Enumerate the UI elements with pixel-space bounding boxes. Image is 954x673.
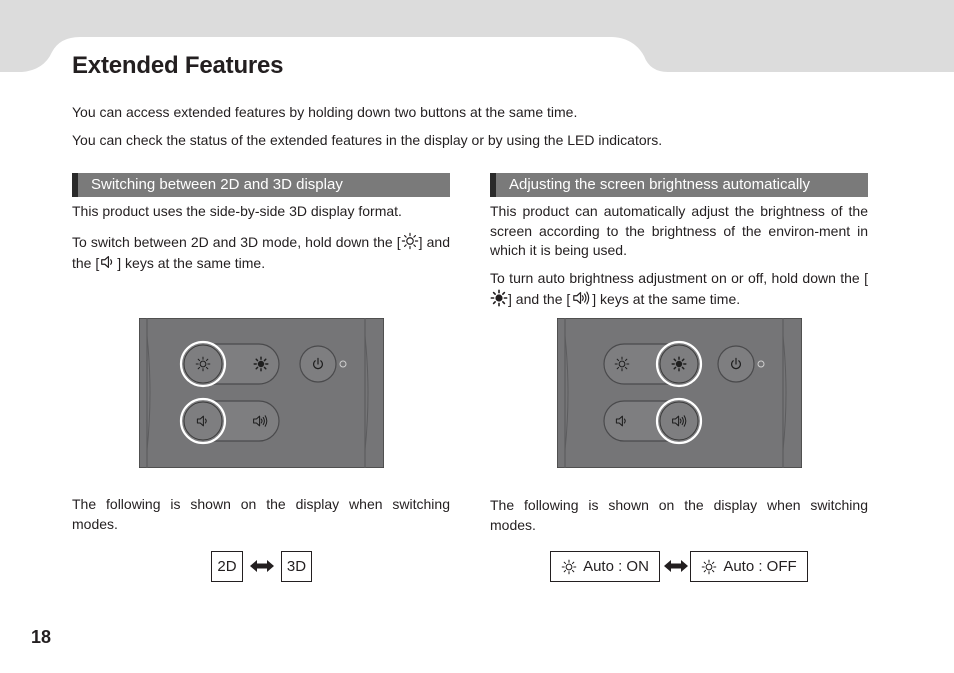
display-auto-on-label: Auto : ON	[583, 558, 649, 575]
left-para-2-text-a: To switch between 2D and 3D mode, hold down the [	[72, 234, 401, 250]
right-para-1: This product can automatically adjust the brightness of the screen according to the brightness of the environ-ment in which it is being used.	[490, 203, 868, 258]
display-3d-box	[281, 551, 312, 582]
page-number: 18	[31, 627, 52, 647]
intro-line-1: You can access extended features by holding down two buttons at the same time.	[72, 104, 578, 120]
right-para-2-text-a: To turn auto brightness adjustment on or off, hold down the [	[490, 270, 868, 286]
display-3d-label: 3D	[286, 558, 307, 575]
auto-brightness-icon	[561, 559, 577, 575]
display-2d-label: 2D	[217, 558, 237, 575]
section-heading-2d-3d: Switching between 2D and 3D display	[72, 173, 450, 197]
panel-brightness-up-icon	[254, 357, 268, 371]
left-para-2-text-c: ] keys at the same time.	[117, 254, 266, 271]
page-title: Extended Features	[72, 52, 284, 79]
display-auto-off-box	[690, 551, 808, 582]
intro-line-2: You can check the status of the extended features in the display or by using the LED indicators.	[72, 132, 663, 148]
auto-brightness-icon	[701, 559, 717, 575]
left-following-text: The following is shown on the display when switching modes.	[72, 496, 450, 532]
right-para-2	[490, 269, 868, 309]
right-para-2-text-b: ] and the [	[508, 290, 571, 307]
display-2d-box	[211, 551, 243, 582]
volume-up-icon	[570, 289, 592, 307]
panel-brightness-up-icon	[672, 357, 686, 371]
right-para-2-text-c: ] keys at the same time.	[592, 290, 741, 307]
left-para-1: This product uses the side-by-side 3D display format.	[72, 203, 402, 219]
double-arrow-icon	[663, 559, 689, 573]
double-arrow-icon	[249, 559, 275, 573]
brightness-up-icon	[490, 289, 508, 307]
section-heading-auto-brightness: Adjusting the screen brightness automatically	[490, 173, 868, 197]
left-para-2	[72, 232, 450, 273]
control-panel-right	[557, 318, 802, 468]
control-panel-left	[139, 318, 384, 468]
left-para-2-text-b: ] and the [	[72, 234, 450, 271]
display-auto-off-label: Auto : OFF	[723, 558, 797, 575]
volume-down-icon	[99, 253, 117, 271]
display-auto-on-box	[550, 551, 660, 582]
right-following-text: The following is shown on the display when switching modes.	[490, 497, 868, 533]
brightness-down-icon	[401, 232, 419, 250]
